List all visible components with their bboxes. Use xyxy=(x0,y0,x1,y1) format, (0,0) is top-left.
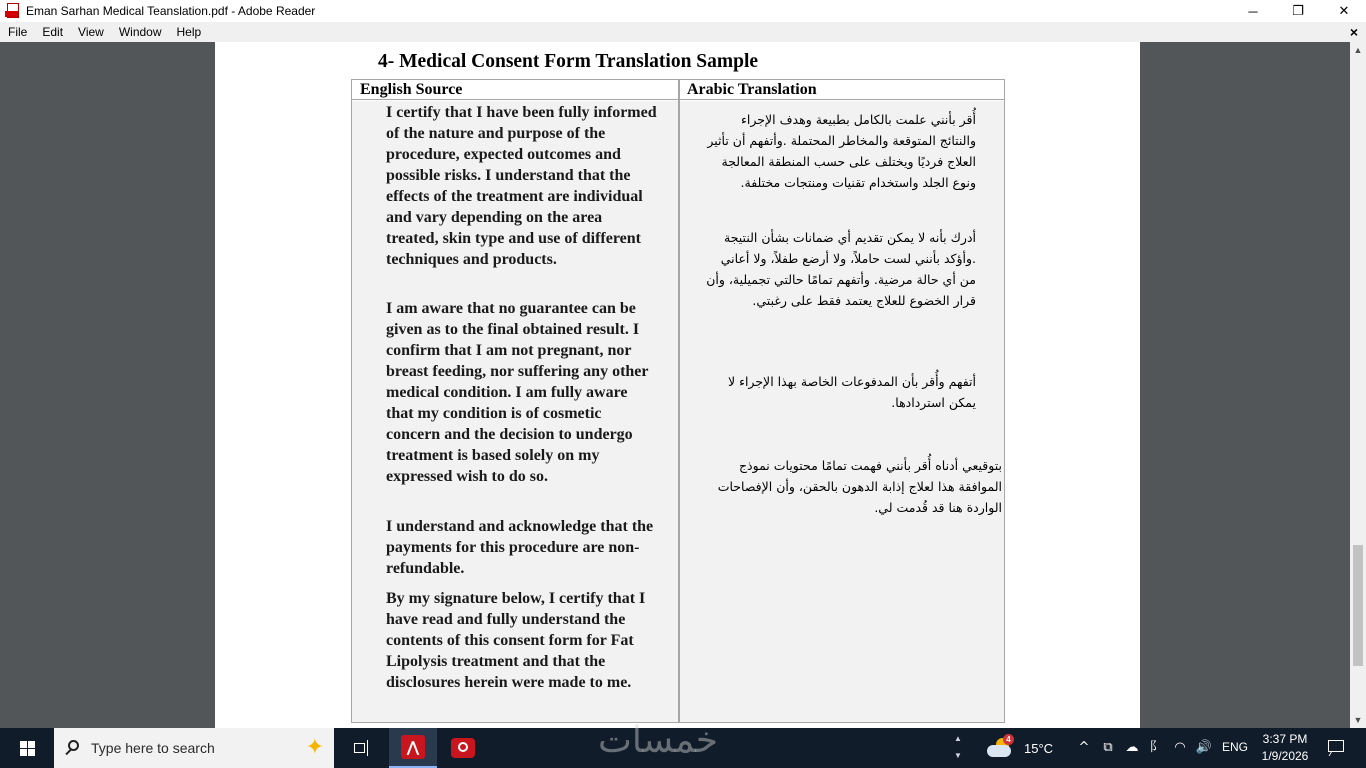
menu-file[interactable]: File xyxy=(8,25,28,39)
watermark-logo: خمسات xyxy=(598,720,719,761)
start-button[interactable] xyxy=(0,728,54,768)
close-button[interactable]: ✕ xyxy=(1338,3,1350,18)
adobe-reader-icon xyxy=(5,3,21,19)
title-bar xyxy=(0,0,1366,22)
window-title: Eman Sarhan Medical Teanslation.pdf - Adobe Reader xyxy=(26,4,316,18)
english-paragraph: I understand and acknowledge that the payments for this procedure are non-refundable. xyxy=(386,518,654,577)
weather-cloud-sun-icon xyxy=(986,737,1016,759)
wifi-icon[interactable]: ◠ xyxy=(1174,740,1186,755)
arabic-paragraph: أُقر بأنني علمت بالكامل بطبيعة وهدف الإجراء والنتائج المتوقعة والمخاطر المحتملة .وأتفهم أن تأثير العلاج فرديًا ويختلف على حسب المنطقة المعالجة ونوع الجلد واستخدام تقنيات ومنتجات مختلفة. xyxy=(707,112,976,190)
temperature: 15°C xyxy=(1024,740,1054,756)
english-paragraph: I am aware that no guarantee can be given as to the final obtained result. I confirm that I am not pregnant, nor breast feeding, nor suffering any other medical condition. I am fully aware that my condition is of cosmetic concern and the decision to undergo treatment is based solely on my expressed wish to do so. xyxy=(386,300,649,485)
adobe-acrobat-icon: ⋀ xyxy=(401,735,425,759)
menu-edit[interactable]: Edit xyxy=(42,25,64,39)
menu-help[interactable]: Help xyxy=(176,25,202,39)
restore-button[interactable]: ❐ xyxy=(1292,3,1304,18)
arabic-column xyxy=(680,101,1004,722)
taskbar-search-box[interactable] xyxy=(54,728,334,768)
arabic-paragraph: أدرك بأنه لا يمكن تقديم أي ضمانات بشأن النتيجة .وأؤكد بأنني لست حاملاً، ولا أرضع طفلاً، ولا أعاني من أي حالة مرضية. وأتفهم تمامًا حالتي تجميلية، وأن قرار الخضوع للعلاج يعتمد فقط على رغبتي. xyxy=(706,230,976,308)
language-indicator[interactable]: ENG xyxy=(1222,740,1249,754)
search-placeholder: Type here to search xyxy=(91,740,215,756)
pdf-page xyxy=(215,42,1140,728)
search-icon xyxy=(64,739,82,757)
english-paragraph: By my signature below, I certify that I have read and fully understand the contents of this consent form for Fat Lipolysis treatment and that the disclosures herein were made to me. xyxy=(386,590,646,691)
close-document-button[interactable]: × xyxy=(1349,24,1359,40)
minimize-button[interactable]: ─ xyxy=(1248,3,1258,19)
section-heading: 4- Medical Consent Form Translation Sample xyxy=(378,51,759,72)
onedrive-cloud-icon[interactable]: ☁ xyxy=(1125,740,1139,755)
translation-table xyxy=(351,79,1005,723)
camera-app-icon xyxy=(451,738,475,758)
header-arabic-translation: Arabic Translation xyxy=(687,81,817,98)
arabic-paragraph: بتوقيعي أدناه أُقر بأنني فهمت تمامًا محتويات نموذج الموافقة هذا لعلاج إذابة الدهون بالحقن، وأن الإفصاحات الواردة هنا قد قُدمت لي. xyxy=(717,458,1002,515)
vertical-scrollbar[interactable] xyxy=(1350,42,1366,728)
taskbar xyxy=(0,720,1366,768)
input-method-icon[interactable]: 阝 xyxy=(1149,740,1163,755)
english-paragraph: I certify that I have been fully informed of the nature and purpose of the procedure, expected outcomes and possible risks. I understand that the effects of the treatment are individual and vary depending on the area treated, skin type and use of different techniques and products. xyxy=(386,104,657,268)
taskbar-scroll[interactable] xyxy=(950,730,966,766)
menu-view[interactable]: View xyxy=(78,25,104,39)
system-clock[interactable] xyxy=(1256,731,1314,765)
notification-center-icon[interactable] xyxy=(1326,738,1346,756)
volume-icon[interactable]: 🔊 xyxy=(1195,740,1213,755)
clock-time: 3:37 PM xyxy=(1262,732,1308,746)
taskbar-app-button[interactable] xyxy=(439,728,487,768)
english-column xyxy=(352,101,678,722)
header-english-source: English Source xyxy=(360,81,463,98)
arabic-paragraph: أتفهم وأُقر بأن المدفوعات الخاصة بهذا الإجراء لا يمكن استردادها. xyxy=(727,374,976,410)
scroll-up-arrow-icon[interactable]: ▲ xyxy=(1353,45,1363,55)
clock-date: 1/9/2026 xyxy=(1261,749,1309,763)
weather-widget[interactable] xyxy=(986,728,1053,768)
search-highlight-icon[interactable]: ✦ xyxy=(305,734,324,759)
scroll-down-arrow-icon[interactable]: ▼ xyxy=(1353,715,1363,725)
device-icon[interactable]: ⧉ xyxy=(1103,740,1113,755)
task-view-icon xyxy=(354,740,372,756)
menu-bar xyxy=(0,22,1366,42)
windows-logo-icon xyxy=(20,741,35,756)
chevron-up-icon[interactable]: ▲ xyxy=(954,734,962,743)
document-viewer[interactable] xyxy=(0,42,1350,728)
chevron-down-icon[interactable]: ▼ xyxy=(954,751,962,760)
menu-window[interactable]: Window xyxy=(118,25,162,39)
task-view-button[interactable] xyxy=(339,728,387,768)
weather-badge: 4 xyxy=(1003,734,1014,745)
taskbar-adobe-reader[interactable] xyxy=(389,728,437,768)
show-hidden-icons-icon[interactable]: ^ xyxy=(1078,740,1090,755)
scrollbar-thumb[interactable] xyxy=(1353,545,1363,666)
